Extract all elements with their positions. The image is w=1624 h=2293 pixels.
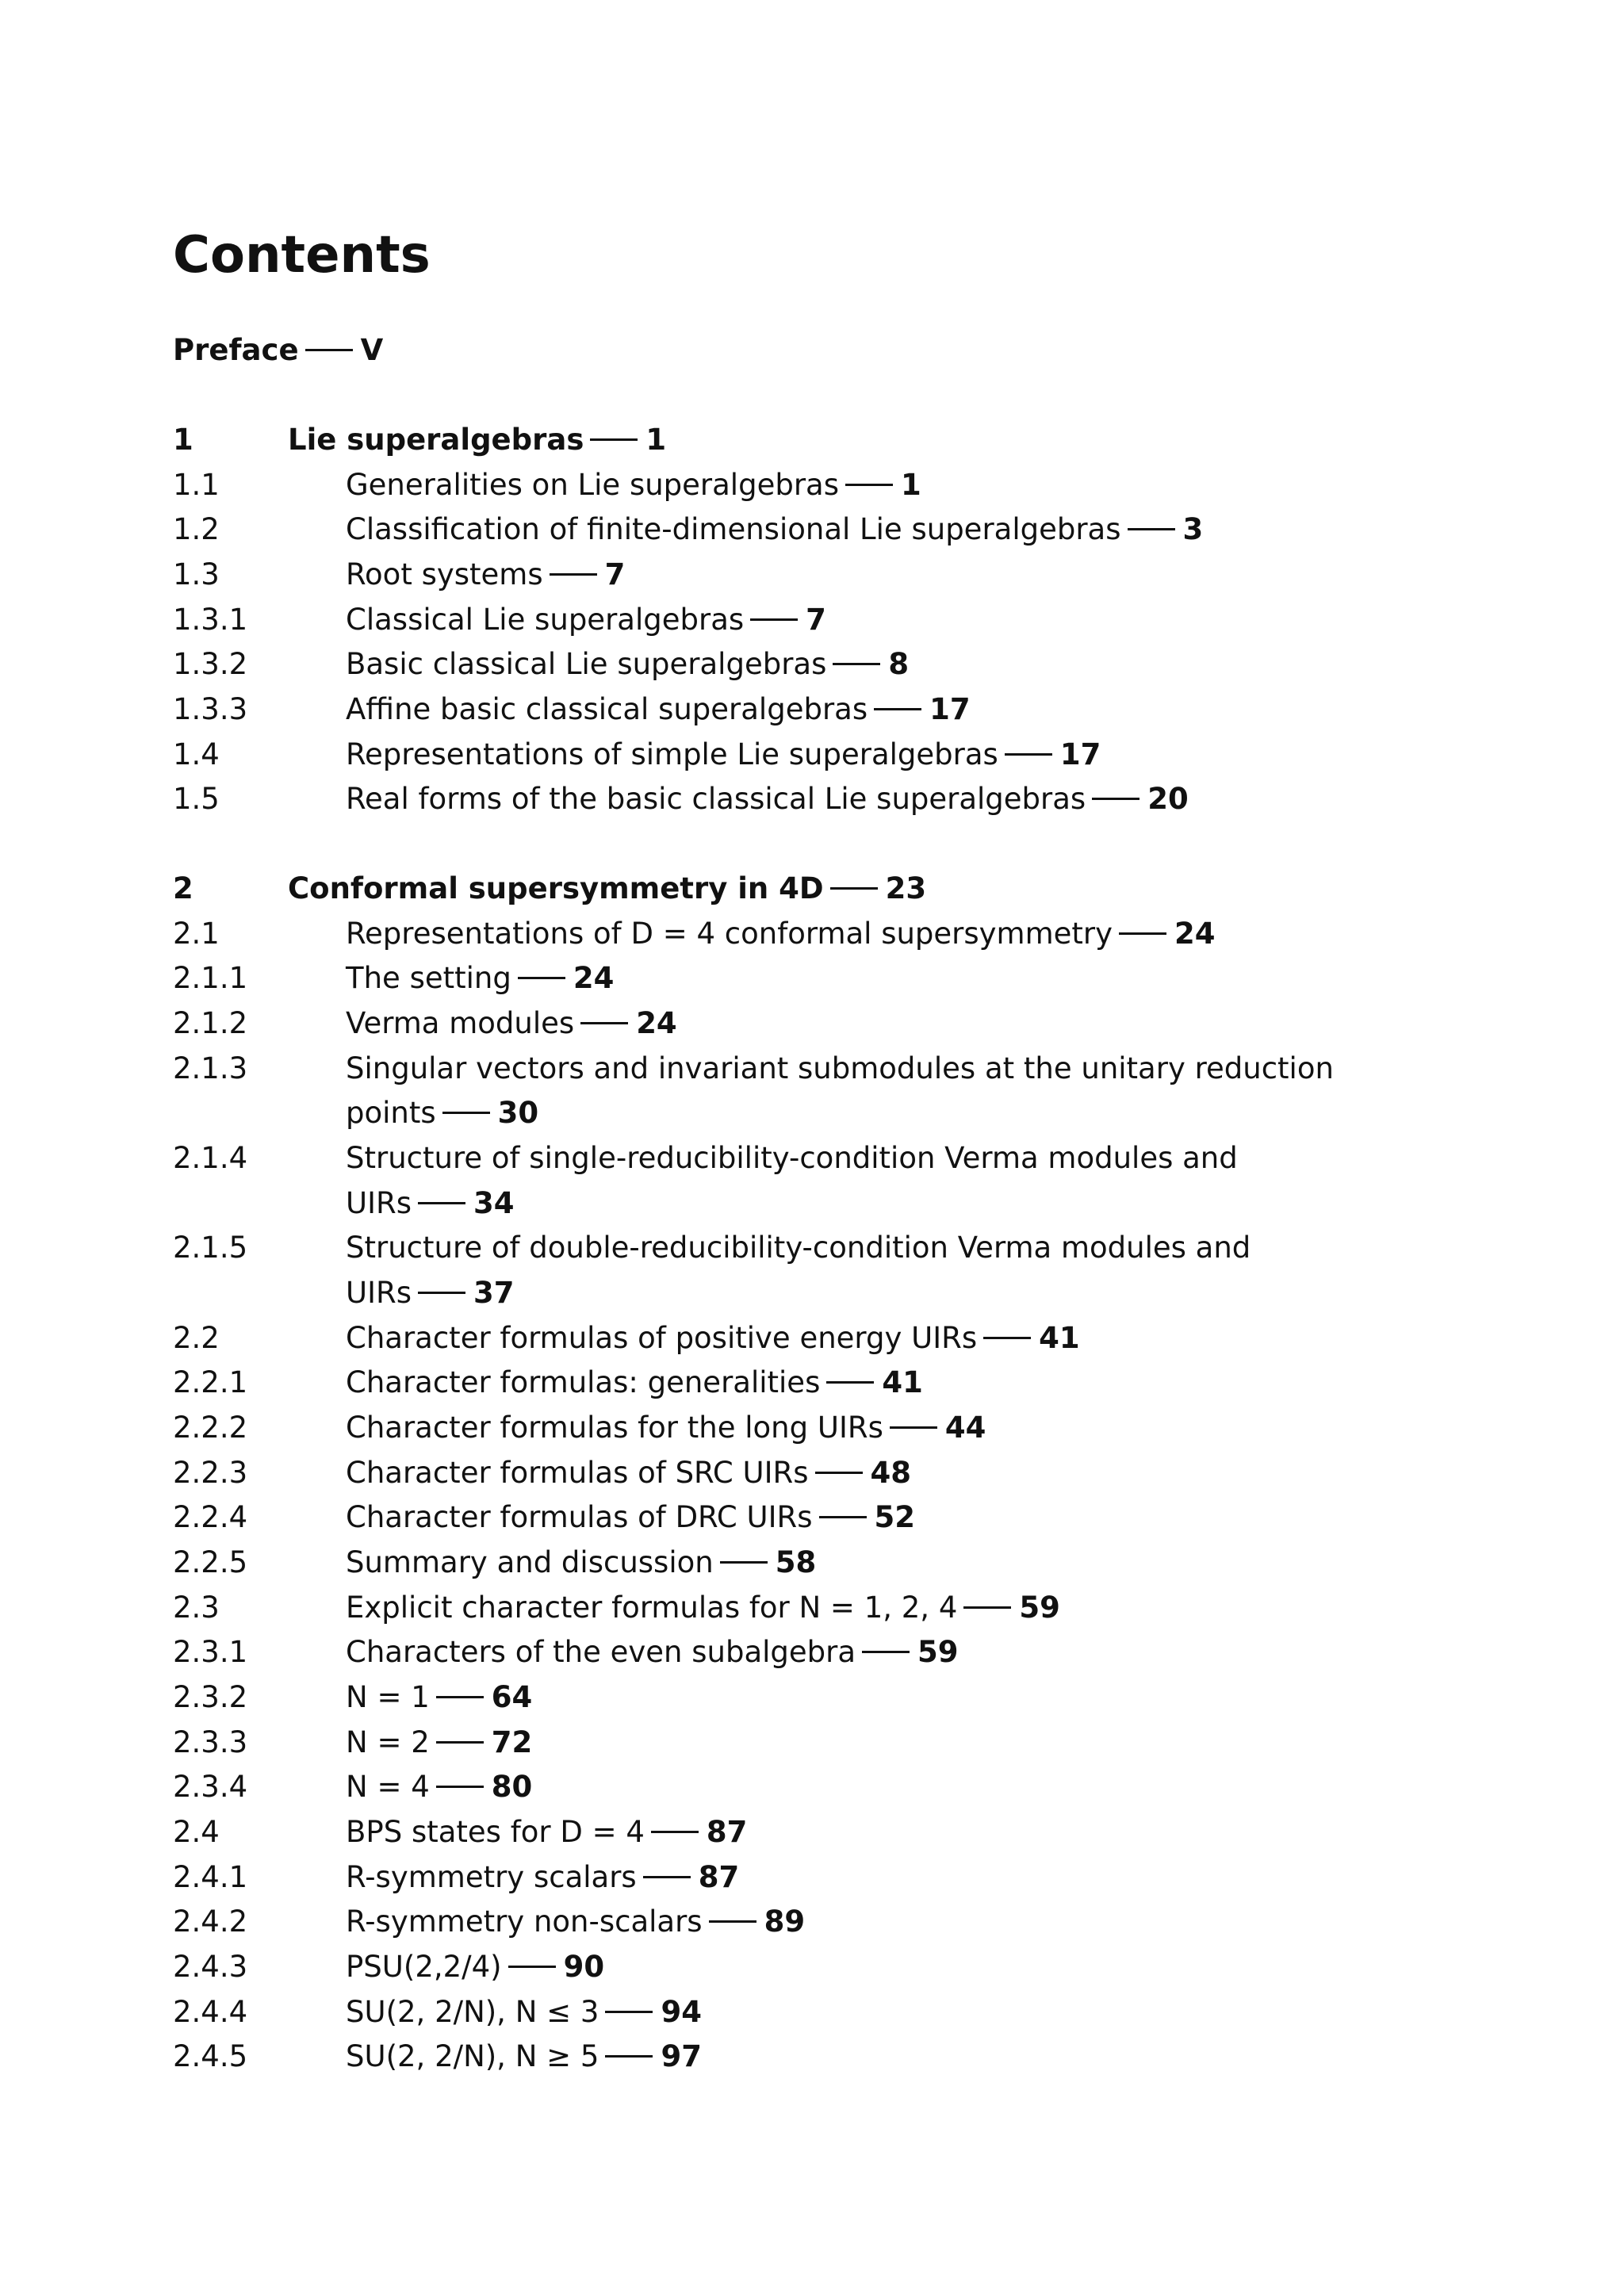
- toc-page-number: 64: [491, 1680, 533, 1714]
- leader-dash: [550, 573, 597, 576]
- toc-entry-title: Representations of simple Lie superalgebras 17: [346, 737, 1101, 771]
- toc-entry-number: 2.4.5: [173, 2039, 248, 2073]
- toc-entry-title: N = 4 80: [346, 1770, 533, 1804]
- toc-entry-continuation: [346, 1091, 538, 1135]
- toc-page-number: 34: [473, 1186, 515, 1220]
- toc-entry-number: 2.2.3: [173, 1456, 248, 1490]
- toc-entry-title: N = 2 72: [346, 1725, 533, 1759]
- toc-entry-title: Root systems 7: [346, 557, 626, 591]
- toc-page-number: 7: [806, 603, 826, 637]
- toc-entry-number: 2.2: [173, 1321, 220, 1355]
- toc-entry-title: Verma modules 24: [346, 1006, 677, 1040]
- toc-page-number: 89: [764, 1904, 806, 1939]
- leader-dash: [1119, 932, 1166, 935]
- toc-page-number: 1: [645, 423, 667, 457]
- toc-entry-title: The setting 24: [346, 961, 615, 995]
- leader-dash: [651, 1831, 699, 1833]
- toc-entry-title: Representations of D = 4 conformal supersymmetry 24: [346, 917, 1216, 951]
- toc-page-number: 17: [1059, 737, 1101, 771]
- toc-entry-title: Real forms of the basic classical Lie superalgebras 20: [346, 782, 1189, 816]
- toc-entry-title: Character formulas of SRC UIRs 48: [346, 1456, 911, 1490]
- toc-entry-title: BPS states for D = 4 87: [346, 1815, 748, 1849]
- toc-entry-number: 2.4.4: [173, 1995, 248, 2029]
- toc-chapter-number: 1: [173, 423, 193, 457]
- toc-entry-title: R-symmetry non-scalars 89: [346, 1904, 806, 1939]
- toc-page-number: 37: [473, 1276, 515, 1310]
- toc-page-number: 90: [563, 1950, 605, 1984]
- toc-page-number: 20: [1147, 782, 1189, 816]
- toc-entry-number: 2.2.4: [173, 1500, 248, 1534]
- toc-entry-title-cont: UIRs: [346, 1186, 412, 1220]
- leader-dash: [418, 1292, 465, 1294]
- leader-dash: [833, 663, 880, 665]
- toc-page-number: 87: [706, 1815, 748, 1849]
- toc-entry-number: 2.2.1: [173, 1365, 248, 1399]
- toc-entry-title: Character formulas of DRC UIRs 52: [346, 1500, 915, 1534]
- toc-page-number: 23: [885, 871, 927, 905]
- toc-entry-title-cont: points: [346, 1096, 436, 1130]
- toc-entry-number: 1.3.1: [173, 603, 248, 637]
- leader-dash: [830, 887, 878, 890]
- toc-page-number: 30: [497, 1096, 539, 1130]
- leader-dash: [750, 618, 798, 621]
- toc-page-number: 44: [944, 1411, 986, 1445]
- toc-chapter-title: Conformal supersymmetry in 4D 23: [288, 871, 927, 905]
- leader-dash: [436, 1741, 484, 1744]
- leader-dash: [1092, 798, 1139, 800]
- toc-entry-number: 1.3: [173, 557, 220, 591]
- toc-page-number: 24: [573, 961, 615, 995]
- toc-entry-title: SU(2, 2/N), N ≥ 5 97: [346, 2039, 702, 2073]
- toc-entry-title: Preface V: [173, 333, 384, 367]
- leader-dash: [418, 1202, 465, 1204]
- toc-entry-title: PSU(2,2/4) 90: [346, 1950, 605, 1984]
- leader-dash: [826, 1381, 874, 1384]
- toc-entry-number: 1.5: [173, 782, 220, 816]
- toc-entry-number: 2.1: [173, 917, 220, 951]
- leader-dash: [815, 1472, 863, 1474]
- leader-dash: [720, 1561, 768, 1564]
- toc-page-number: 24: [1174, 917, 1216, 951]
- leader-dash: [819, 1516, 867, 1518]
- toc-entry-title: Characters of the even subalgebra 59: [346, 1635, 959, 1669]
- toc-page-number: 97: [661, 2039, 702, 2073]
- toc-entry-continuation: [346, 1181, 514, 1226]
- toc-entry-title: Structure of single-reducibility-condition Verma modules and: [346, 1141, 1238, 1175]
- toc-entry-title: Classification of finite-dimensional Lie superalgebras 3: [346, 512, 1204, 546]
- toc-entry-title: SU(2, 2/N), N ≤ 3 94: [346, 1995, 702, 2029]
- toc-entry-number: 1.2: [173, 512, 220, 546]
- toc-entry-title-cont: UIRs: [346, 1276, 412, 1310]
- toc-entry-number: 1.3.3: [173, 692, 248, 726]
- toc-entry-number: 1.4: [173, 737, 220, 771]
- leader-dash: [436, 1786, 484, 1788]
- toc-entry-continuation: [346, 1271, 514, 1315]
- toc-entry-number: 2.4.3: [173, 1950, 248, 1984]
- toc-page-number: 52: [874, 1500, 915, 1534]
- toc-page-number: 41: [1039, 1321, 1080, 1355]
- toc-entry-title: N = 1 64: [346, 1680, 533, 1714]
- toc-page-number: 72: [491, 1725, 533, 1759]
- toc-entry-number: 2.1.4: [173, 1141, 248, 1175]
- toc-entry-title: Explicit character formulas for N = 1, 2, 4 59: [346, 1591, 1060, 1625]
- toc-entry-number: 2.1.3: [173, 1051, 248, 1085]
- toc-entry-title: Classical Lie superalgebras 7: [346, 603, 826, 637]
- leader-dash: [862, 1651, 910, 1653]
- toc-entry-title: Summary and discussion 58: [346, 1545, 817, 1579]
- toc-page-number: 3: [1182, 512, 1204, 546]
- toc-entry-title: Basic classical Lie superalgebras 8: [346, 647, 910, 681]
- leader-dash: [963, 1606, 1011, 1609]
- toc-entry-number: 2.3.2: [173, 1680, 248, 1714]
- leader-dash: [436, 1696, 484, 1698]
- toc-entry-title: Character formulas for the long UIRs 44: [346, 1411, 986, 1445]
- leader-dash: [605, 2055, 653, 2058]
- toc-entry-number: 2.3.4: [173, 1770, 248, 1804]
- toc-page-number: 7: [604, 557, 626, 591]
- toc-entry-number: 2.3.1: [173, 1635, 248, 1669]
- toc-entry-number: 2.2.5: [173, 1545, 248, 1579]
- toc-page-number: 24: [636, 1006, 677, 1040]
- toc-entry-title: Character formulas of positive energy UIRs 41: [346, 1321, 1080, 1355]
- page-title: Contents: [173, 226, 431, 285]
- toc-page-number: 59: [1019, 1591, 1060, 1625]
- toc-entry-number: 2.1.2: [173, 1006, 248, 1040]
- toc-chapter-title: Lie superalgebras 1: [288, 423, 667, 457]
- toc-page-number: V: [360, 333, 384, 367]
- toc-entry-title: R-symmetry scalars 87: [346, 1860, 740, 1894]
- toc-entry-number: 2.4: [173, 1815, 220, 1849]
- leader-dash: [874, 708, 921, 710]
- toc-page-number: 41: [882, 1365, 923, 1399]
- toc-entry-title: Generalities on Lie superalgebras 1: [346, 468, 921, 502]
- toc-page-number: 80: [491, 1770, 533, 1804]
- toc-page-number: 1: [901, 468, 921, 502]
- toc-entry-number: 2.1.5: [173, 1231, 248, 1265]
- toc-page-number: 58: [775, 1545, 817, 1579]
- toc-entry-number: 2.4.1: [173, 1860, 248, 1894]
- toc-page-number: 94: [661, 1995, 702, 2029]
- toc-page-number: 8: [888, 647, 910, 681]
- toc-entry-title: Structure of double-reducibility-condition Verma modules and: [346, 1231, 1251, 1265]
- toc-page-number: 87: [698, 1860, 740, 1894]
- toc-entry-number: 2.1.1: [173, 961, 248, 995]
- leader-dash: [1128, 528, 1175, 530]
- toc-entry-number: 2.2.2: [173, 1411, 248, 1445]
- leader-dash: [590, 438, 638, 441]
- toc-entry-title: Singular vectors and invariant submodules at the unitary reduction: [346, 1051, 1334, 1085]
- toc-entry-number: 1.1: [173, 468, 220, 502]
- leader-dash: [643, 1876, 691, 1878]
- toc-page-number: 17: [929, 692, 971, 726]
- toc-entry-number: 1.3.2: [173, 647, 248, 681]
- toc-page-number: 48: [870, 1456, 911, 1490]
- leader-dash: [605, 2011, 653, 2013]
- toc-chapter-number: 2: [173, 871, 193, 905]
- leader-dash: [1005, 753, 1052, 756]
- leader-dash: [709, 1920, 756, 1923]
- toc-page-number: 59: [917, 1635, 959, 1669]
- leader-dash: [580, 1022, 628, 1024]
- toc-entry-title: Character formulas: generalities 41: [346, 1365, 923, 1399]
- leader-dash: [442, 1112, 490, 1114]
- leader-dash: [518, 977, 565, 979]
- leader-dash: [890, 1426, 937, 1429]
- toc-entry-title: Affine basic classical superalgebras 17: [346, 692, 971, 726]
- toc-entry-number: 2.4.2: [173, 1904, 248, 1939]
- toc-entry-number: 2.3.3: [173, 1725, 248, 1759]
- leader-dash: [508, 1966, 556, 1968]
- leader-dash: [305, 349, 353, 351]
- leader-dash: [983, 1337, 1031, 1339]
- leader-dash: [845, 484, 893, 486]
- toc-entry-number: 2.3: [173, 1591, 220, 1625]
